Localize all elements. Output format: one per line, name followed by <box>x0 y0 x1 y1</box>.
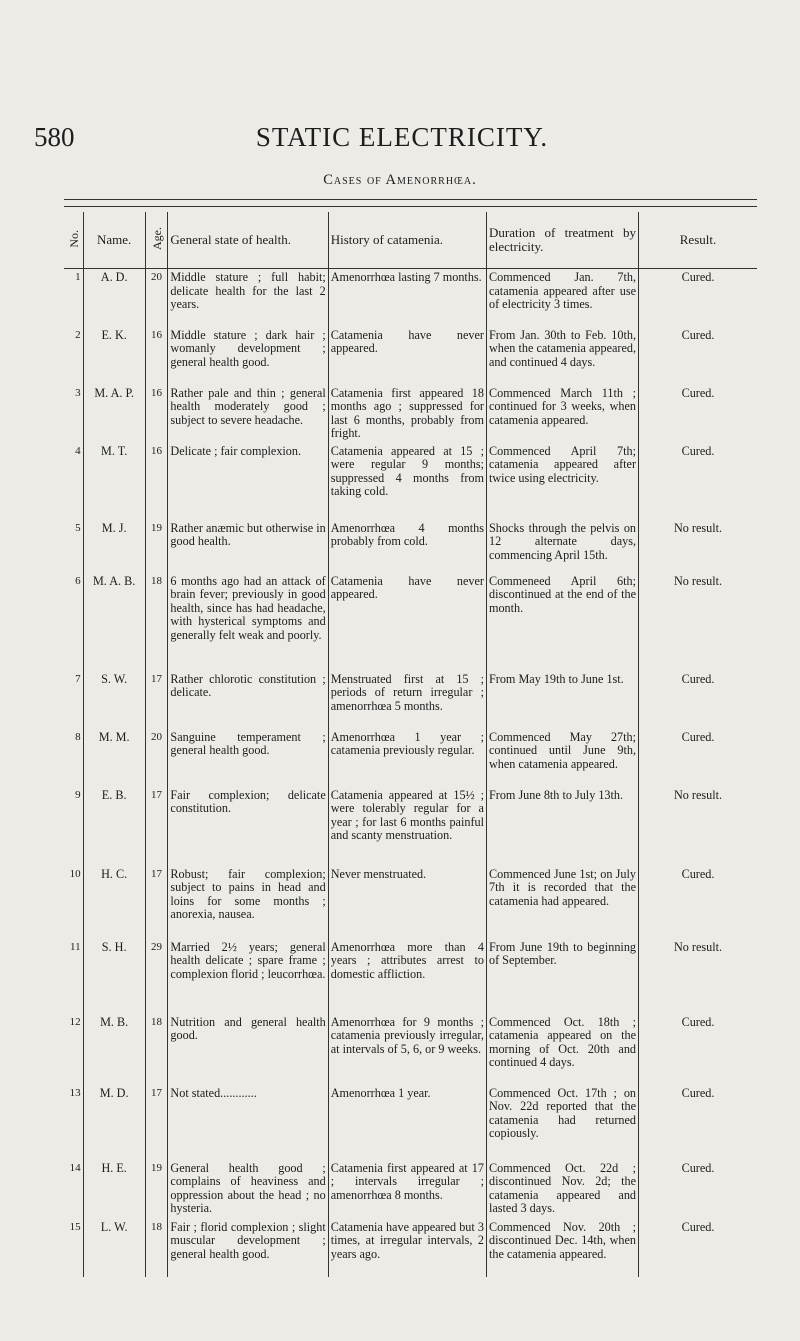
catamenia-history: Amenorrhœa for 9 months ; catamenia previously irregular, at intervals of 5, 6, or 9 weeks. <box>328 1014 486 1085</box>
table-header-row <box>64 212 757 269</box>
table-row <box>64 1085 757 1160</box>
patient-name: L. W. <box>83 1219 145 1277</box>
case-number: 13 <box>69 1086 81 1099</box>
treatment-duration: Commeneed April 6th; discontinued at the end of the month. <box>486 573 638 671</box>
table-row <box>64 671 757 729</box>
treatment-duration: Commenced April 7th; catamenia appeared after twice using electricity. <box>486 443 638 520</box>
general-state: Fair complexion; delicate constitution. <box>168 787 328 866</box>
result: Cured. <box>639 1085 757 1160</box>
patient-age: 17 <box>145 1085 168 1160</box>
treatment-duration: From Jan. 30th to Feb. 10th, when the catamenia appeared, and continued 4 days. <box>486 327 638 385</box>
patient-age: 18 <box>145 573 168 671</box>
result: Cured. <box>639 729 757 787</box>
patient-age: 17 <box>145 787 168 866</box>
catamenia-history: Menstruated first at 15 ; periods of return irregular ; amenorrhœa 5 months. <box>328 671 486 729</box>
table-row <box>64 1014 757 1085</box>
general-state: Delicate ; fair complexion. <box>168 443 328 520</box>
patient-name: M. B. <box>83 1014 145 1085</box>
case-number: 5 <box>75 521 81 534</box>
patient-name: M. M. <box>83 729 145 787</box>
catamenia-history: Catamenia appeared at 15½ ; were tolerably regular for a year ; for last 6 months painful and scanty menstruation. <box>328 787 486 866</box>
result: Cured. <box>639 671 757 729</box>
cases-table <box>64 212 757 1277</box>
patient-name: A. D. <box>83 269 145 327</box>
result: No result. <box>639 573 757 671</box>
general-state: Middle stature ; dark hair ; womanly development ; general health good. <box>168 327 328 385</box>
patient-name: M. A. B. <box>83 573 145 671</box>
patient-age: 16 <box>145 327 168 385</box>
treatment-duration: Commenced May 27th; continued until June 9th, when catamenia appeared. <box>486 729 638 787</box>
page-number: 580 <box>34 122 75 152</box>
case-number: 10 <box>69 867 81 880</box>
catamenia-history: Amenorrhœa 1 year ; catamenia previously regular. <box>328 729 486 787</box>
patient-name: M. A. P. <box>83 385 145 443</box>
patient-name: E. B. <box>83 787 145 866</box>
general-state: Fair ; florid complexion ; slight muscular development ; general health good. <box>168 1219 328 1277</box>
general-state: Rather pale and thin ; general health moderately good ; subject to severe headache. <box>168 385 328 443</box>
case-number: 4 <box>75 444 81 457</box>
catamenia-history: Catamenia first appeared 18 months ago ; suppressed for last 6 months, probably from fright. <box>328 385 486 443</box>
table-row <box>64 1160 757 1219</box>
patient-name: M. D. <box>83 1085 145 1160</box>
header-duration: Duration of treatment by electricity. <box>486 212 638 269</box>
catamenia-history: Amenorrhœa 4 months probably from cold. <box>328 520 486 573</box>
table-row <box>64 327 757 385</box>
catamenia-history: Catamenia appeared at 15 ; were regular 9 months; suppressed 4 months from taking cold. <box>328 443 486 520</box>
patient-age: 18 <box>145 1219 168 1277</box>
case-number: 11 <box>70 940 81 953</box>
table-row <box>64 443 757 520</box>
catamenia-history: Never menstruated. <box>328 866 486 939</box>
catamenia-history: Catamenia first appeared at 17 ; intervals irregular ; amenorrhœa 8 months. <box>328 1160 486 1219</box>
header-history: History of catamenia. <box>328 212 486 269</box>
table-row <box>64 385 757 443</box>
treatment-duration: Commenced Oct. 22d ; discontinued Nov. 2d; the catamenia appeared and lasted 3 days. <box>486 1160 638 1219</box>
treatment-duration: Shocks through the pelvis on 12 alternate days, commencing April 15th. <box>486 520 638 573</box>
result: Cured. <box>639 1219 757 1277</box>
patient-age: 19 <box>145 520 168 573</box>
result: No result. <box>639 939 757 1014</box>
patient-age: 16 <box>145 443 168 520</box>
result: Cured. <box>639 269 757 327</box>
table-title: Cases of Amenorrhœa. <box>323 172 477 188</box>
general-state: Rather anæmic but otherwise in good health. <box>168 520 328 573</box>
header-name: Name. <box>83 212 145 269</box>
table-row <box>64 787 757 866</box>
general-state: Sanguine temperament ; general health good. <box>168 729 328 787</box>
case-number: 12 <box>69 1015 81 1028</box>
case-number: 8 <box>75 730 81 743</box>
running-title: STATIC ELECTRICITY. <box>255 122 549 152</box>
case-number: 2 <box>75 328 81 341</box>
patient-age: 19 <box>145 1160 168 1219</box>
header-result: Result. <box>639 212 757 269</box>
treatment-duration: Commenced Oct. 18th ; catamenia appeared on the morning of Oct. 20th and continued 4 days. <box>486 1014 638 1085</box>
catamenia-history: Catamenia have never appeared. <box>328 327 486 385</box>
result: Cured. <box>639 385 757 443</box>
case-number: 15 <box>69 1220 81 1233</box>
patient-age: 18 <box>145 1014 168 1085</box>
patient-age: 16 <box>145 385 168 443</box>
table-row <box>64 729 757 787</box>
patient-age: 17 <box>145 866 168 939</box>
treatment-duration: Commenced Jan. 7th, catamenia appeared after use of electricity 3 times. <box>486 269 638 327</box>
case-number: 6 <box>75 574 81 587</box>
patient-age: 20 <box>145 729 168 787</box>
top-rule-inner <box>64 206 757 207</box>
patient-name: S. H. <box>83 939 145 1014</box>
table-row <box>64 866 757 939</box>
catamenia-history: Catamenia have appeared but 3 times, at irregular intervals, 2 years ago. <box>328 1219 486 1277</box>
general-state: Not stated............ <box>168 1085 328 1160</box>
result: Cured. <box>639 866 757 939</box>
catamenia-history: Catamenia have never appeared. <box>328 573 486 671</box>
treatment-duration: Commenced Oct. 17th ; on Nov. 22d reported that the catamenia had returned copiously. <box>486 1085 638 1160</box>
header-no: No. <box>64 212 83 269</box>
general-state: Rather chlorotic constitution ; delicate. <box>168 671 328 729</box>
header-age: Age. <box>145 212 168 269</box>
general-state: Robust; fair complexion; subject to pains in head and loins for some months ; anorexia, nausea. <box>168 866 328 939</box>
treatment-duration: Commenced June 1st; on July 7th it is recorded that the catamenia had appeared. <box>486 866 638 939</box>
catamenia-history: Amenorrhœa more than 4 years ; attributes arrest to domestic affliction. <box>328 939 486 1014</box>
result: Cured. <box>639 1014 757 1085</box>
result: No result. <box>639 787 757 866</box>
general-state: Nutrition and general health good. <box>168 1014 328 1085</box>
treatment-duration: From May 19th to June 1st. <box>486 671 638 729</box>
general-state: 6 months ago had an attack of brain fever; previously in good health, since has had headache, with hysterical symptoms and generally felt weak and poorly. <box>168 573 328 671</box>
case-number: 9 <box>75 788 81 801</box>
table-row <box>64 1219 757 1277</box>
result: Cured. <box>639 327 757 385</box>
treatment-duration: From June 8th to July 13th. <box>486 787 638 866</box>
treatment-duration: Commenced Nov. 20th ; discontinued Dec. 14th, when the catamenia appeared. <box>486 1219 638 1277</box>
table-row <box>64 573 757 671</box>
patient-age: 20 <box>145 269 168 327</box>
patient-name: E. K. <box>83 327 145 385</box>
patient-name: M. J. <box>83 520 145 573</box>
treatment-duration: Commenced March 11th ; continued for 3 weeks, when catamenia appeared. <box>486 385 638 443</box>
result: Cured. <box>639 443 757 520</box>
patient-name: H. C. <box>83 866 145 939</box>
case-number: 3 <box>75 386 81 399</box>
result: Cured. <box>639 1160 757 1219</box>
catamenia-history: Amenorrhœa 1 year. <box>328 1085 486 1160</box>
top-rule <box>64 199 757 200</box>
case-number: 1 <box>75 271 81 283</box>
general-state: Middle stature ; full habit; delicate health for the last 2 years. <box>168 269 328 327</box>
patient-age: 17 <box>145 671 168 729</box>
table-row <box>64 269 757 327</box>
patient-name: S. W. <box>83 671 145 729</box>
patient-name: M. T. <box>83 443 145 520</box>
patient-name: H. E. <box>83 1160 145 1219</box>
catamenia-history: Amenorrhœa lasting 7 months. <box>328 269 486 327</box>
result: No result. <box>639 520 757 573</box>
general-state: Married 2½ years; general health delicate ; spare frame ; complexion florid ; leucorrhœa. <box>168 939 328 1014</box>
case-number: 14 <box>69 1161 81 1174</box>
general-state: General health good ; complains of heaviness and oppression about the head ; no hysteria. <box>168 1160 328 1219</box>
treatment-duration: From June 19th to beginning of September. <box>486 939 638 1014</box>
table-row <box>64 939 757 1014</box>
table-row <box>64 520 757 573</box>
patient-age: 29 <box>145 939 168 1014</box>
header-general-state: General state of health. <box>168 212 328 269</box>
case-number: 7 <box>75 672 81 685</box>
